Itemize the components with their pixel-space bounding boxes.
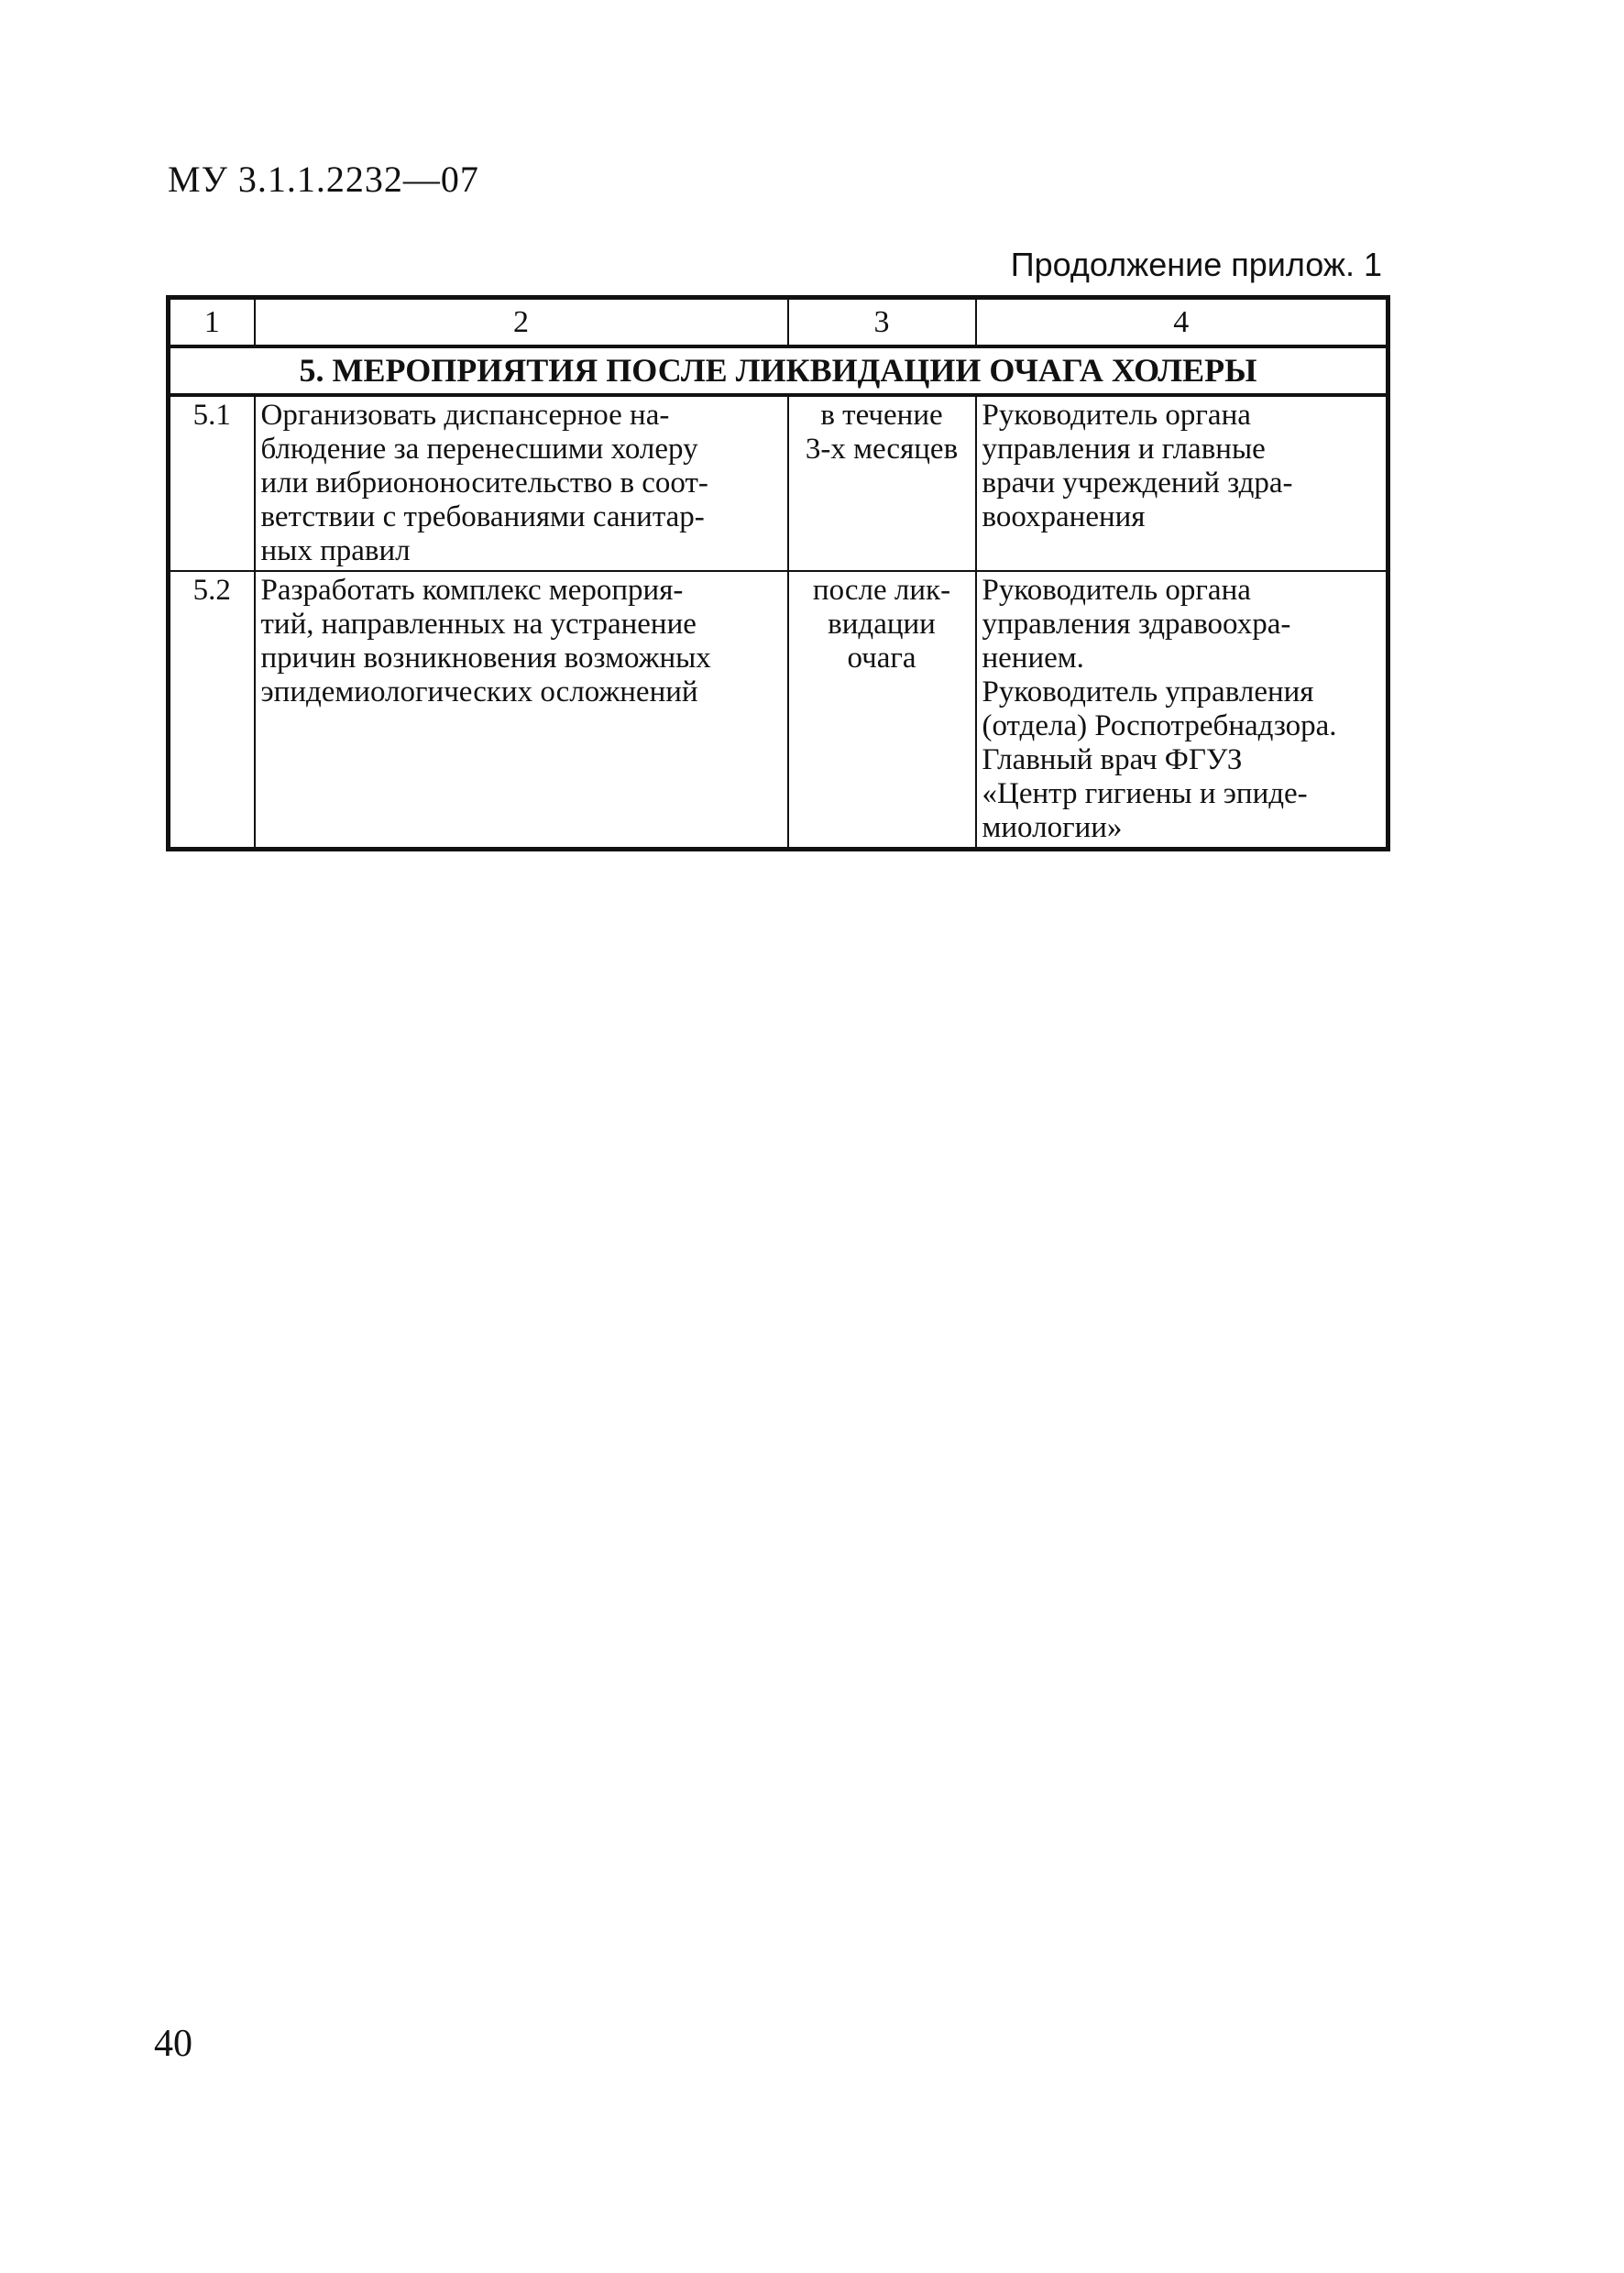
continuation-label: Продолжение прилож. 1 xyxy=(1010,246,1382,283)
action-line: Разработать комплекс мероприя- xyxy=(260,574,684,607)
period-line: очага xyxy=(847,642,916,675)
period-cell xyxy=(788,571,976,850)
responsible-cell xyxy=(976,395,1388,571)
section-row xyxy=(169,346,1388,395)
table-row xyxy=(169,571,1388,850)
period-line: после лик- xyxy=(812,574,951,607)
period-line: в течение xyxy=(820,399,943,432)
period-cell xyxy=(788,395,976,571)
column-number-1: 1 xyxy=(169,298,255,347)
responsible-line: «Центр гигиены и эпиде- xyxy=(982,777,1308,810)
action-line: или вибриононосительство в соот- xyxy=(260,467,708,500)
period-line: видации xyxy=(828,608,936,641)
responsible-line: Руководитель управления xyxy=(982,675,1314,708)
action-cell xyxy=(255,571,788,850)
responsible-cell xyxy=(976,571,1388,850)
action-line: блюдение за перенесшими холеру xyxy=(260,433,698,466)
action-cell xyxy=(255,395,788,571)
responsible-line: Руководитель органа xyxy=(982,399,1251,432)
responsible-line: нением. xyxy=(982,642,1084,675)
column-number-row xyxy=(169,298,1388,347)
column-number-3: 3 xyxy=(788,298,976,347)
action-line: причин возникновения возможных xyxy=(260,642,711,675)
action-line: ных правил xyxy=(260,534,411,567)
section-title: 5. МЕРОПРИЯТИЯ ПОСЛЕ ЛИКВИДАЦИИ ОЧАГА ХОЛЕРЫ xyxy=(169,346,1388,395)
responsible-line: врачи учреждений здра- xyxy=(982,467,1293,500)
action-line: Организовать диспансерное на- xyxy=(260,399,670,432)
measures-table xyxy=(166,295,1390,851)
action-line: эпидемиологических осложнений xyxy=(260,675,698,708)
column-number-2: 2 xyxy=(255,298,788,347)
responsible-line: Главный врач ФГУЗ xyxy=(982,743,1243,776)
action-line: ветствии с требованиями санитар- xyxy=(260,500,705,533)
responsible-line: управления и главные xyxy=(982,433,1266,466)
responsible-line: Руководитель органа xyxy=(982,574,1251,607)
responsible-line: миологии» xyxy=(982,811,1123,844)
responsible-line: воохранения xyxy=(982,500,1146,533)
period-line: 3-х месяцев xyxy=(805,433,959,466)
column-number-4: 4 xyxy=(976,298,1388,347)
responsible-line: (отдела) Роспотребнадзора. xyxy=(982,709,1337,742)
table-row xyxy=(169,395,1388,571)
action-line: тий, направленных на устранение xyxy=(260,608,697,641)
row-number: 5.1 xyxy=(169,395,255,571)
page-number: 40 xyxy=(154,2023,192,2065)
document-code: МУ 3.1.1.2232—07 xyxy=(168,159,479,200)
row-number: 5.2 xyxy=(169,571,255,850)
responsible-line: управления здравоохра- xyxy=(982,608,1291,641)
